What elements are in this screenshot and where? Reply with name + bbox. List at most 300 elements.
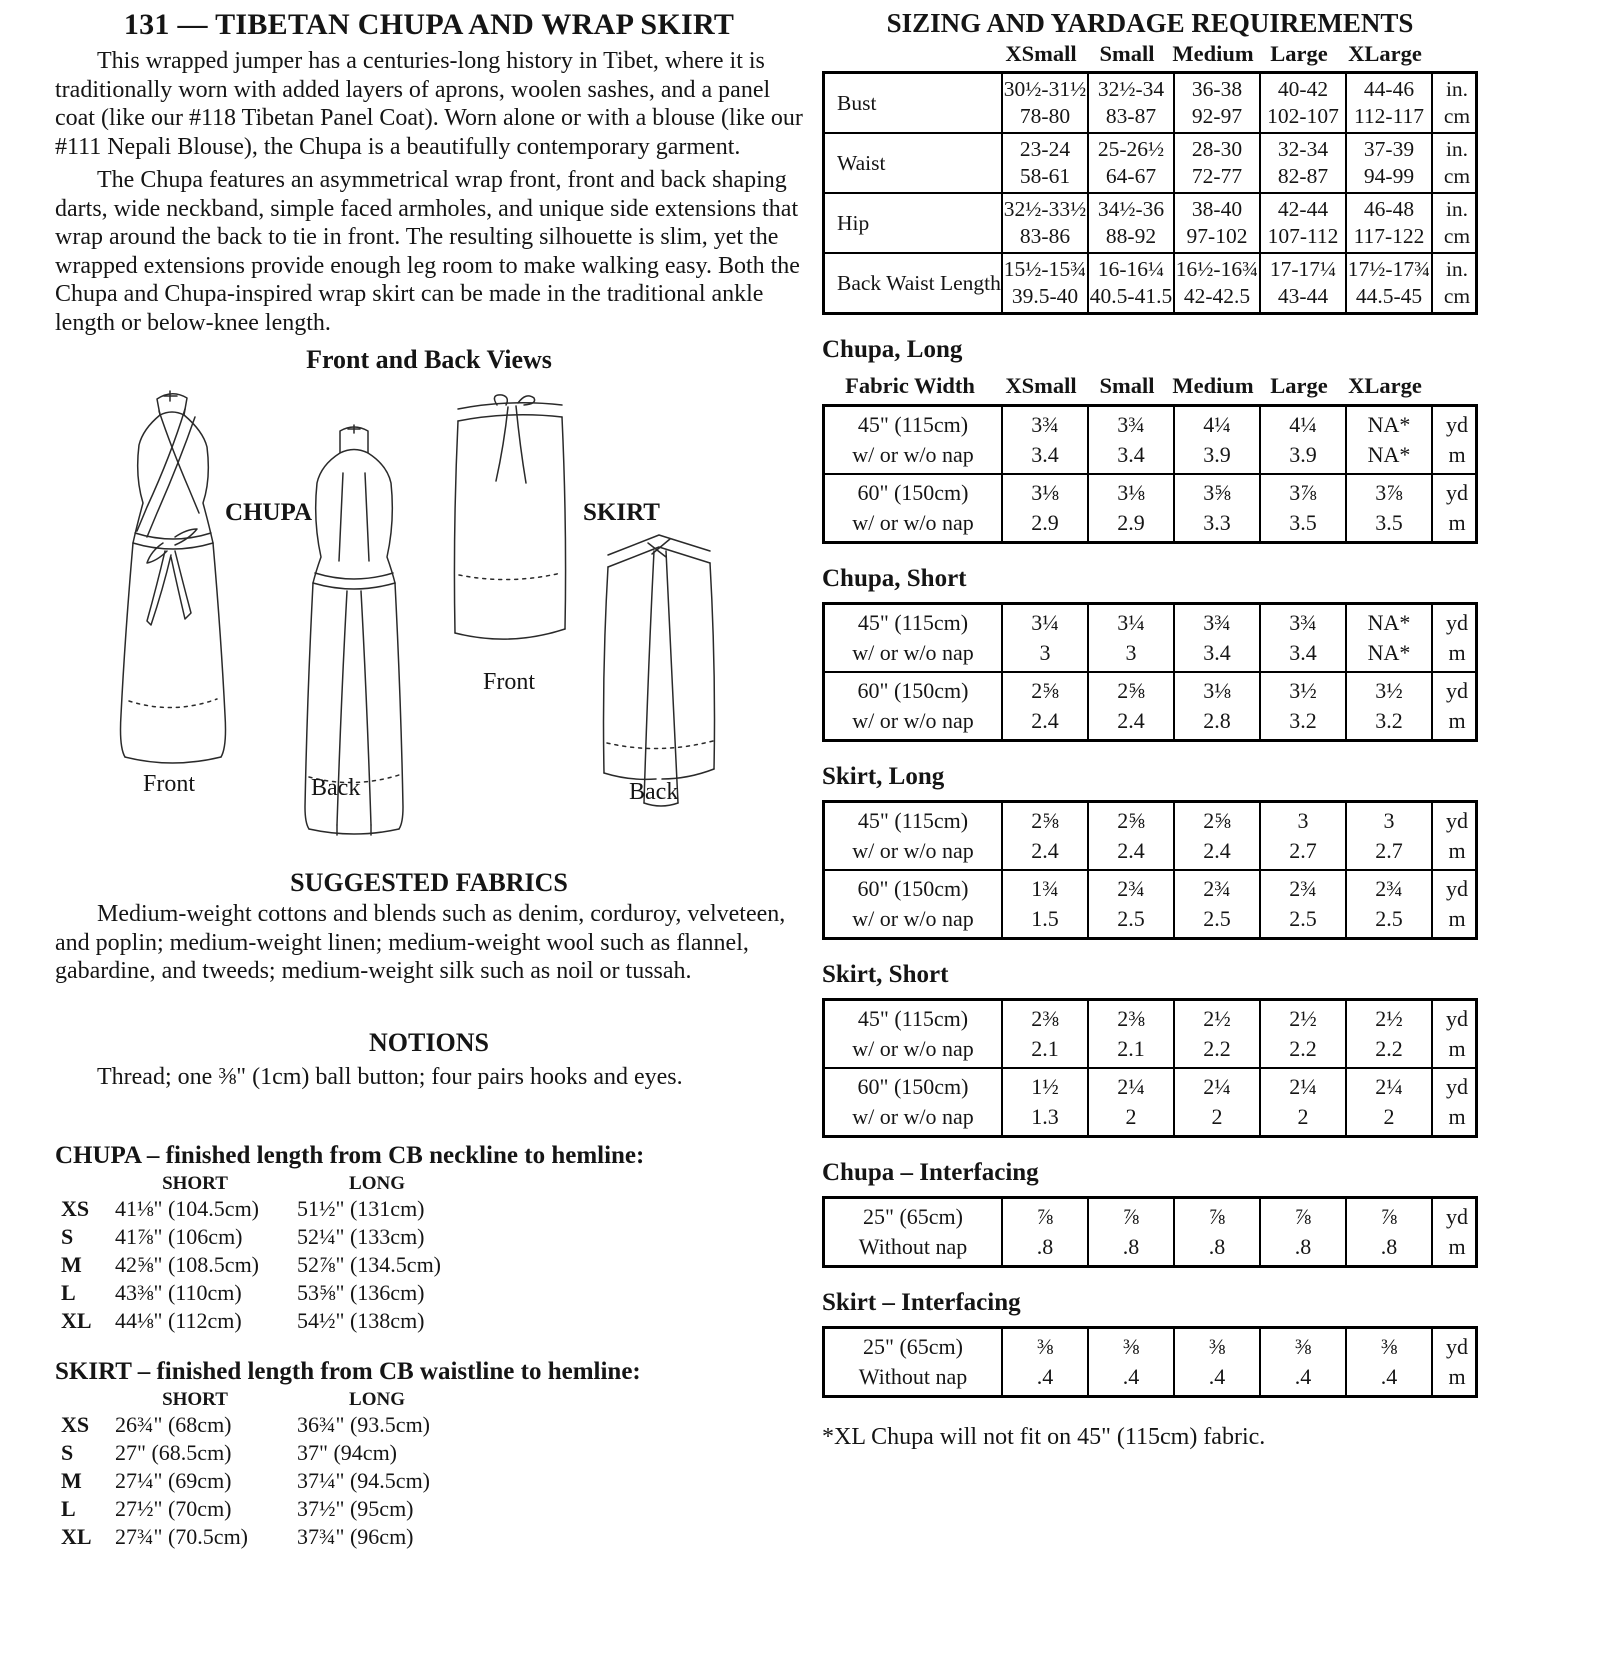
- views-heading: Front and Back Views: [306, 345, 552, 374]
- yardage-m: 2: [1297, 1104, 1309, 1129]
- yardage-value-cell: [1087, 475, 1173, 541]
- yardage-m: 3: [1125, 640, 1137, 665]
- size-column-header: XLarge: [1348, 41, 1422, 66]
- sizing-size-header-row: [822, 41, 1484, 67]
- size-column-header: Small: [1099, 373, 1155, 398]
- unit-cell: [1431, 1329, 1481, 1395]
- unit-yd: yd: [1446, 1006, 1468, 1031]
- sizing-value-cm: 107-112: [1267, 224, 1339, 248]
- yardage-yd: 2¼: [1203, 1074, 1231, 1099]
- yardage-value-cell: [1345, 1069, 1431, 1135]
- sizing-value-cell: [1001, 74, 1087, 132]
- nap-note: w/ or w/o nap: [852, 1036, 974, 1061]
- nap-note: w/ or w/o nap: [852, 838, 974, 863]
- notions-text: Thread; one ⅜" (1cm) ball button; four pairs hooks and eyes.: [97, 1063, 683, 1090]
- yardage-row: [825, 605, 1475, 671]
- yardage-yd: 3¼: [1117, 610, 1145, 635]
- unit-cell: [1431, 407, 1481, 473]
- yardage-section-heading: Chupa, Short: [822, 565, 967, 592]
- short-length-value: 41⅞" (106cm): [115, 1224, 243, 1249]
- yardage-value-cell: [1001, 871, 1087, 937]
- yardage-value-cell: [1173, 1001, 1259, 1067]
- unit-cell: [1431, 1001, 1481, 1067]
- unit-yd: yd: [1446, 480, 1468, 505]
- skirt-length-heading: SKIRT – finished length from CB waistline to hemline:: [55, 1358, 641, 1385]
- size-label: XS: [61, 1412, 90, 1437]
- yardage-row: [825, 473, 1475, 541]
- sizing-value-in: 32-34: [1277, 137, 1329, 161]
- skirt-front-drawing: [450, 389, 570, 665]
- nap-note: w/ or w/o nap: [852, 442, 974, 467]
- sizing-value-in: 17-17¼: [1269, 257, 1337, 281]
- header-spacer: [55, 1389, 115, 1411]
- sizing-value-cm: 58-61: [1019, 164, 1071, 188]
- sizing-heading: SIZING AND YARDAGE REQUIREMENTS: [886, 8, 1414, 38]
- unit-in: in.: [1445, 77, 1469, 101]
- yardage-yd: ⅞: [1036, 1204, 1054, 1229]
- unit-cell: [1431, 1069, 1481, 1135]
- length-column-headers: [55, 1173, 803, 1195]
- skirt-length-list: [55, 1389, 803, 1551]
- yardage-value-cell: [1173, 1199, 1259, 1265]
- sizing-value-cell: [1173, 134, 1259, 192]
- yardage-yd: ⅞: [1294, 1204, 1312, 1229]
- yardage-section: [822, 564, 1484, 742]
- yardage-section-heading: Skirt, Long: [822, 763, 945, 790]
- sizing-value-cell: [1345, 254, 1431, 312]
- yardage-m: 2.4: [1117, 838, 1145, 863]
- sizing-value-cell: [1173, 254, 1259, 312]
- sizing-value-cm: 64-67: [1105, 164, 1157, 188]
- yardage-m: .8: [1380, 1234, 1398, 1259]
- short-length-value: 43⅜" (110cm): [115, 1280, 242, 1305]
- yardage-value-cell: [1345, 605, 1431, 671]
- short-column-header: SHORT: [162, 1173, 228, 1194]
- long-length-value: 52⅞" (134.5cm): [297, 1252, 442, 1277]
- sizing-value-in: 17½-17¾: [1347, 257, 1431, 281]
- yardage-value-cell: [1001, 475, 1087, 541]
- sizing-value-cell: [1259, 134, 1345, 192]
- sizing-value-cm: 83-86: [1019, 224, 1071, 248]
- sizing-value-cell: [1259, 194, 1345, 252]
- yardage-m: 2: [1211, 1104, 1223, 1129]
- sizing-value-cm: 82-87: [1277, 164, 1329, 188]
- yardage-m: 2.1: [1031, 1036, 1059, 1061]
- yardage-m: 2.2: [1289, 1036, 1317, 1061]
- yardage-m: 3.5: [1375, 510, 1403, 535]
- fabrics-text: Medium-weight cottons and blends such as denim, corduroy, velveteen, and poplin; medium-weight linen; medium-weight wool such as flannel, gabardine, and tweeds; medium-weight silk such as noil or tussah.: [55, 901, 786, 984]
- header-spacer: [822, 41, 998, 67]
- page-title: 131 — TIBETAN CHUPA AND WRAP SKIRT: [123, 8, 735, 41]
- size-column-header: XLarge: [1348, 373, 1422, 398]
- skirt-front-label: Front: [483, 669, 536, 695]
- long-column-header: LONG: [349, 1389, 405, 1410]
- yardage-yd: 2⅝: [1203, 808, 1231, 833]
- unit-yd: yd: [1446, 808, 1468, 833]
- sizing-value-cm: 94-99: [1363, 164, 1415, 188]
- size-label: L: [61, 1280, 76, 1305]
- yardage-yd: ⅞: [1380, 1204, 1398, 1229]
- long-length-value: 54½" (138cm): [297, 1308, 425, 1333]
- long-length-value: 37¾" (96cm): [297, 1524, 414, 1549]
- sizing-value-cell: [1259, 254, 1345, 312]
- yardage-yd: 2¾: [1203, 876, 1231, 901]
- unit-cell: [1431, 803, 1481, 869]
- yardage-m: NA*: [1367, 640, 1411, 665]
- yardage-value-cell: [1173, 1329, 1259, 1395]
- size-label: S: [61, 1224, 74, 1249]
- yardage-yd: 3½: [1375, 678, 1403, 703]
- sizing-value-cell: [1087, 254, 1173, 312]
- fabric-width-cell: [825, 1069, 1001, 1135]
- unit-cell: [1431, 254, 1481, 312]
- yardage-value-cell: [1001, 1329, 1087, 1395]
- yardage-value-cell: [1173, 475, 1259, 541]
- yardage-section: [822, 335, 1484, 544]
- fabric-width-cell: [825, 407, 1001, 473]
- yardage-m: 2.2: [1375, 1036, 1403, 1061]
- sizing-value-in: 28-30: [1191, 137, 1243, 161]
- length-row: [55, 1523, 803, 1551]
- size-label: S: [61, 1440, 74, 1465]
- yardage-value-cell: [1259, 871, 1345, 937]
- yardage-m: 3.4: [1117, 442, 1145, 467]
- yardage-value-cell: [1259, 407, 1345, 473]
- skirt-length-block: [55, 1357, 803, 1551]
- short-length-value: 42⅝" (108.5cm): [115, 1252, 260, 1277]
- yardage-m: 3.4: [1203, 640, 1231, 665]
- chupa-length-block: [55, 1141, 803, 1335]
- intro-paragraph-2: The Chupa features an asymmetrical wrap front, front and back shaping darts, wide neckband, simple faced armholes, and unique side extensions that wrap around the back to tie in front. The resulting silhouette is slim, yet the wrapped extensions provide enough leg room to make walking easy. Both the Chupa and Chupa-inspired wrap skirt can be made in the traditional ankle length or below-knee length.: [55, 167, 800, 336]
- yardage-value-cell: [1259, 605, 1345, 671]
- length-row: [55, 1223, 803, 1251]
- yardage-yd: 2½: [1289, 1006, 1317, 1031]
- chupa-front-drawing: [113, 385, 231, 773]
- header-spacer: [1428, 41, 1478, 67]
- unit-cm: cm: [1443, 224, 1471, 248]
- fabric-width-column-header: Fabric Width: [845, 373, 975, 398]
- sizing-value-cm: 97-102: [1186, 224, 1248, 248]
- yardage-yd: ⅜: [1294, 1334, 1312, 1359]
- nap-note: w/ or w/o nap: [852, 640, 974, 665]
- sizing-value-in: 42-44: [1277, 197, 1329, 221]
- yardage-value-cell: [1087, 1069, 1173, 1135]
- yardage-value-cell: [1259, 1199, 1345, 1265]
- yardage-m: .4: [1208, 1364, 1226, 1389]
- chupa-length-heading: CHUPA – finished length from CB neckline to hemline:: [55, 1142, 645, 1169]
- fabric-width-cell: [825, 803, 1001, 869]
- yardage-yd: 3⅝: [1203, 480, 1231, 505]
- short-column-header: SHORT: [162, 1389, 228, 1410]
- short-length-value: 27" (68.5cm): [115, 1440, 232, 1465]
- yardage-table: [822, 1196, 1478, 1268]
- length-rows: [55, 1195, 803, 1335]
- unit-in: in.: [1445, 137, 1469, 161]
- short-length-value: 27¼" (69cm): [115, 1468, 232, 1493]
- yardage-row: [825, 803, 1475, 869]
- yardage-yd: 2⅜: [1031, 1006, 1059, 1031]
- size-column-header: Large: [1270, 373, 1328, 398]
- unit-cell: [1431, 673, 1481, 739]
- yardage-m: .8: [1122, 1234, 1140, 1259]
- yardage-section: [822, 762, 1484, 940]
- unit-in: in.: [1445, 197, 1469, 221]
- yardage-yd: ⅜: [1036, 1334, 1054, 1359]
- sizing-value-cm: 43-44: [1277, 284, 1329, 308]
- yardage-yd: 2¼: [1289, 1074, 1317, 1099]
- yardage-m: 2.5: [1203, 906, 1231, 931]
- sizing-value-cm: 92-97: [1191, 104, 1243, 128]
- sizing-row: [825, 132, 1475, 192]
- sizing-table: [822, 71, 1478, 315]
- size-label: L: [61, 1496, 76, 1521]
- yardage-value-cell: [1173, 605, 1259, 671]
- yardage-value-cell: [1001, 1069, 1087, 1135]
- unit-m: m: [1448, 1364, 1466, 1389]
- yardage-value-cell: [1087, 1329, 1173, 1395]
- yardage-value-cell: [1001, 1199, 1087, 1265]
- fabric-width-cell: [825, 1001, 1001, 1067]
- yardage-m: 2.4: [1117, 708, 1145, 733]
- sizing-value-in: 30½-31½: [1003, 77, 1087, 101]
- yardage-m: 3.2: [1375, 708, 1403, 733]
- measurement-label: Hip: [837, 211, 870, 235]
- nap-note: w/ or w/o nap: [852, 1104, 974, 1129]
- sizing-value-cell: [1001, 254, 1087, 312]
- yardage-yd: 3¾: [1203, 610, 1231, 635]
- yardage-m: 2.1: [1117, 1036, 1145, 1061]
- unit-m: m: [1448, 640, 1466, 665]
- yardage-section: [822, 960, 1484, 1138]
- yardage-m: 2.5: [1375, 906, 1403, 931]
- yardage-value-cell: [1087, 1199, 1173, 1265]
- unit-yd: yd: [1446, 1334, 1468, 1359]
- yardage-yd: 2½: [1203, 1006, 1231, 1031]
- yardage-m: 2.7: [1289, 838, 1317, 863]
- yardage-yd: 3¼: [1031, 610, 1059, 635]
- short-length-value: 44⅛" (112cm): [115, 1308, 242, 1333]
- yardage-value-cell: [1173, 871, 1259, 937]
- sizing-value-in: 40-42: [1277, 77, 1329, 101]
- yardage-yd: ⅞: [1122, 1204, 1140, 1229]
- measurement-label: Back Waist Length: [837, 271, 1001, 295]
- sizing-value-in: 38-40: [1191, 197, 1243, 221]
- nap-note: w/ or w/o nap: [852, 906, 974, 931]
- sizing-value-cm: 102-107: [1267, 104, 1339, 128]
- yardage-m: 2.7: [1375, 838, 1403, 863]
- yardage-yd: ⅜: [1208, 1334, 1226, 1359]
- long-length-value: 53⅝" (136cm): [297, 1280, 425, 1305]
- yardage-section-heading: Skirt, Short: [822, 961, 949, 988]
- sizing-value-cm: 88-92: [1105, 224, 1157, 248]
- yardage-m: 2.4: [1031, 838, 1059, 863]
- header-spacer: [55, 1173, 115, 1195]
- yardage-m: 2.5: [1117, 906, 1145, 931]
- unit-m: m: [1448, 1104, 1466, 1129]
- sizing-value-cm: 72-77: [1191, 164, 1243, 188]
- short-length-value: 41⅛" (104.5cm): [115, 1196, 260, 1221]
- unit-cell: [1431, 871, 1481, 937]
- sizing-value-cell: [1087, 134, 1173, 192]
- yardage-value-cell: [1345, 673, 1431, 739]
- yardage-row: [825, 1199, 1475, 1265]
- unit-yd: yd: [1446, 610, 1468, 635]
- long-length-value: 51½" (131cm): [297, 1196, 425, 1221]
- yardage-value-cell: [1345, 871, 1431, 937]
- yardage-table: [822, 602, 1478, 742]
- yardage-m: 3.9: [1203, 442, 1231, 467]
- yardage-section-heading: Skirt – Interfacing: [822, 1289, 1021, 1316]
- unit-cell: [1431, 605, 1481, 671]
- fabrics-heading: SUGGESTED FABRICS: [290, 868, 568, 897]
- size-column-header: XSmall: [1005, 41, 1077, 66]
- yardage-m: 2.9: [1117, 510, 1145, 535]
- yardage-m: 1.3: [1031, 1104, 1059, 1129]
- yardage-value-cell: [1259, 673, 1345, 739]
- sizing-value-cm: 117-122: [1353, 224, 1425, 248]
- unit-yd: yd: [1446, 1204, 1468, 1229]
- yardage-value-cell: [1345, 1199, 1431, 1265]
- yardage-value-cell: [1345, 803, 1431, 869]
- yardage-yd: 3¾: [1289, 610, 1317, 635]
- sizing-value-in: 37-39: [1363, 137, 1415, 161]
- sizing-value-in: 25-26½: [1097, 137, 1165, 161]
- unit-m: m: [1448, 442, 1466, 467]
- long-column-header: LONG: [349, 1173, 405, 1194]
- fabric-width-cell: [825, 605, 1001, 671]
- sizing-value-cm: 40.5-41.5: [1089, 284, 1173, 308]
- yardage-value-cell: [1087, 871, 1173, 937]
- short-length-value: 26¾" (68cm): [115, 1412, 232, 1437]
- sizing-value-cm: 112-117: [1353, 104, 1425, 128]
- yardage-yd: 1½: [1031, 1074, 1059, 1099]
- size-column-header: Large: [1270, 41, 1328, 66]
- sizing-value-cell: [1345, 194, 1431, 252]
- measurement-label: Bust: [837, 91, 877, 115]
- unit-in: in.: [1445, 257, 1469, 281]
- unit-m: m: [1448, 1036, 1466, 1061]
- left-column: [55, 8, 803, 1551]
- yardage-yd: 2⅝: [1031, 678, 1059, 703]
- yardage-header-row: [822, 373, 1484, 399]
- sizing-value-in: 23-24: [1019, 137, 1071, 161]
- yardage-m: NA*: [1367, 442, 1411, 467]
- fabric-width-cell: [825, 871, 1001, 937]
- yardage-yd: 3⅛: [1031, 480, 1059, 505]
- sizing-value-in: 32½-33½: [1003, 197, 1087, 221]
- size-label: XL: [61, 1308, 92, 1333]
- yardage-value-cell: [1087, 1001, 1173, 1067]
- yardage-yd: 2⅝: [1117, 678, 1145, 703]
- yardage-yd: 2¾: [1375, 876, 1403, 901]
- sizing-value-cm: 83-87: [1105, 104, 1157, 128]
- yardage-row: [825, 1329, 1475, 1395]
- yardage-m: .8: [1294, 1234, 1312, 1259]
- yardage-yd: 3⅛: [1203, 678, 1231, 703]
- yardage-value-cell: [1001, 407, 1087, 473]
- yardage-row: [825, 671, 1475, 739]
- yardage-value-cell: [1259, 803, 1345, 869]
- fabric-width-value: 45" (115cm): [857, 610, 969, 635]
- yardage-yd: 1¾: [1031, 876, 1059, 901]
- yardage-value-cell: [1001, 605, 1087, 671]
- yardage-m: 2.2: [1203, 1036, 1231, 1061]
- fabric-width-cell: [825, 475, 1001, 541]
- sizing-value-cell: [1173, 194, 1259, 252]
- yardage-yd: 3⅛: [1117, 480, 1145, 505]
- yardage-yd: 3¾: [1031, 412, 1059, 437]
- short-length-value: 27¾" (70.5cm): [115, 1524, 249, 1549]
- yardage-m: 2.5: [1289, 906, 1317, 931]
- yardage-yd: 3: [1383, 808, 1395, 833]
- yardage-yd: 3⅞: [1375, 480, 1403, 505]
- length-rows: [55, 1411, 803, 1551]
- header-spacer: [1428, 373, 1478, 399]
- yardage-value-cell: [1001, 673, 1087, 739]
- unit-cell: [1431, 134, 1481, 192]
- yardage-yd: 3½: [1289, 678, 1317, 703]
- nap-note: Without nap: [858, 1234, 968, 1259]
- yardage-value-cell: [1345, 1329, 1431, 1395]
- yardage-yd: NA*: [1367, 412, 1411, 437]
- size-label: M: [61, 1252, 82, 1277]
- sizing-value-cell: [1345, 134, 1431, 192]
- yardage-m: 3.5: [1289, 510, 1317, 535]
- length-row: [55, 1279, 803, 1307]
- yardage-table: [822, 1326, 1478, 1398]
- yardage-m: .4: [1294, 1364, 1312, 1389]
- yardage-m: 3.4: [1289, 640, 1317, 665]
- yardage-row: [825, 869, 1475, 937]
- sizing-value-in: 16½-16¾: [1175, 257, 1259, 281]
- chupa-back-label: Back: [311, 775, 361, 801]
- yardage-row: [825, 1067, 1475, 1135]
- sizing-value-in: 32½-34: [1097, 77, 1165, 101]
- length-row: [55, 1307, 803, 1335]
- unit-yd: yd: [1446, 678, 1468, 703]
- unit-m: m: [1448, 906, 1466, 931]
- right-column: [822, 8, 1484, 1451]
- unit-cell: [1431, 74, 1481, 132]
- sizing-row: [825, 192, 1475, 252]
- yardage-m: 3: [1039, 640, 1051, 665]
- unit-m: m: [1448, 708, 1466, 733]
- unit-m: m: [1448, 1234, 1466, 1259]
- yardage-yd: 3⅞: [1289, 480, 1317, 505]
- yardage-yd: 2½: [1375, 1006, 1403, 1031]
- long-length-value: 37¼" (94.5cm): [297, 1468, 431, 1493]
- long-length-value: 37" (94cm): [297, 1440, 398, 1465]
- unit-cell: [1431, 475, 1481, 541]
- fabric-width-cell: [825, 673, 1001, 739]
- fabric-width-cell: [825, 1329, 1001, 1395]
- yardage-m: 2.9: [1031, 510, 1059, 535]
- unit-yd: yd: [1446, 1074, 1468, 1099]
- nap-note: Without nap: [858, 1364, 968, 1389]
- xl-footnote: *XL Chupa will not fit on 45" (115cm) fabric.: [822, 1424, 1266, 1450]
- long-length-value: 36¾" (93.5cm): [297, 1412, 431, 1437]
- unit-cell: [1431, 1199, 1481, 1265]
- unit-cm: cm: [1443, 284, 1471, 308]
- chupa-length-list: [55, 1173, 803, 1335]
- yardage-value-cell: [1259, 475, 1345, 541]
- sizing-value-cm: 44.5-45: [1355, 284, 1423, 308]
- yardage-yd: 2⅝: [1031, 808, 1059, 833]
- intro-paragraph-1: This wrapped jumper has a centuries-long history in Tibet, where it is traditionally worn with added layers of aprons, woolen sashes, and a panel coat (like our #118 Tibetan Panel Coat). Worn alone or with a blouse (like our #111 Nepali Blouse), the Chupa is a beautifully contemporary garment.: [55, 48, 803, 160]
- yardage-m: 1.5: [1031, 906, 1059, 931]
- length-row: [55, 1467, 803, 1495]
- yardage-section-heading: Chupa, Long: [822, 336, 963, 363]
